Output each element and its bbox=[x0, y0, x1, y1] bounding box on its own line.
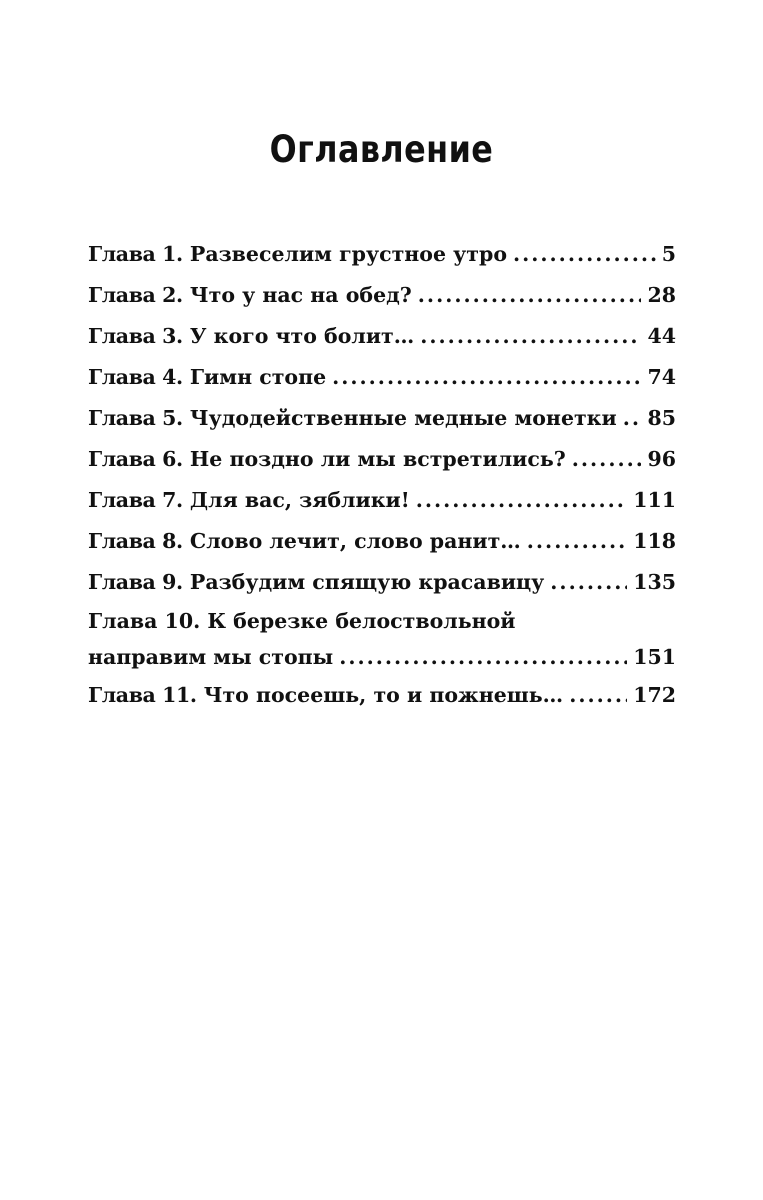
toc-entry-chapter-10[interactable] bbox=[88, 603, 676, 675]
page-number: 28 bbox=[647, 283, 676, 307]
chapter-number: Глава 1. bbox=[88, 242, 183, 266]
toc-entry-label bbox=[88, 675, 563, 716]
dot-leader bbox=[569, 675, 627, 716]
dot-leader bbox=[550, 562, 627, 603]
toc-entry-label bbox=[88, 398, 617, 439]
chapter-title: Не поздно ли мы встретились? bbox=[189, 447, 566, 471]
toc-entry-chapter-8[interactable] bbox=[88, 521, 676, 562]
page-number: 118 bbox=[633, 529, 676, 553]
toc-entry-chapter-4[interactable] bbox=[88, 357, 676, 398]
chapter-title-line-2: направим мы стопы bbox=[88, 645, 334, 669]
chapter-title: У кого что болит… bbox=[189, 324, 415, 348]
toc-entry-chapter-9[interactable] bbox=[88, 562, 676, 603]
dot-leader bbox=[527, 521, 627, 562]
chapter-number: Глава 6. bbox=[88, 447, 183, 471]
chapter-number: Глава 3. bbox=[88, 324, 183, 348]
page-number: 44 bbox=[647, 324, 676, 348]
dot-leader bbox=[513, 234, 656, 275]
toc-entry-chapter-7[interactable] bbox=[88, 480, 676, 521]
chapter-number: Глава 9. bbox=[88, 570, 183, 594]
page-number: 135 bbox=[633, 570, 676, 594]
page-number: 111 bbox=[633, 488, 676, 512]
chapter-title: Чудодейственные медные монетки bbox=[189, 406, 617, 430]
page-number: 5 bbox=[661, 242, 676, 266]
chapter-number: Глава 11. bbox=[88, 683, 197, 707]
dot-leader bbox=[418, 275, 642, 316]
page-number: 151 bbox=[633, 645, 676, 669]
chapter-title: Развеселим грустное утро bbox=[189, 242, 507, 266]
toc-entry-label bbox=[88, 562, 544, 603]
toc-entry-chapter-11[interactable] bbox=[88, 675, 676, 716]
dot-leader bbox=[332, 357, 641, 398]
page-number: 85 bbox=[647, 406, 676, 430]
dot-leader bbox=[339, 639, 627, 675]
toc-entry-chapter-2[interactable] bbox=[88, 275, 676, 316]
chapter-number: Глава 8. bbox=[88, 529, 183, 553]
toc-entry-label bbox=[88, 603, 676, 639]
toc-entry-chapter-5[interactable] bbox=[88, 398, 676, 439]
toc-entry-label bbox=[88, 439, 566, 480]
chapter-title: Что у нас на обед? bbox=[189, 283, 412, 307]
toc-entry-label bbox=[88, 357, 326, 398]
chapter-title: Гимн стопе bbox=[189, 365, 327, 389]
chapter-number: Глава 10. bbox=[88, 609, 201, 633]
toc-entry-chapter-3[interactable] bbox=[88, 316, 676, 357]
toc-entry-label bbox=[88, 316, 414, 357]
dot-leader bbox=[572, 439, 642, 480]
toc-entry-label bbox=[88, 234, 507, 275]
chapter-number: Глава 5. bbox=[88, 406, 183, 430]
chapter-number: Глава 2. bbox=[88, 283, 183, 307]
chapter-title: Для вас, зяблики! bbox=[189, 488, 410, 512]
chapter-title: Слово лечит, слово ранит… bbox=[189, 529, 521, 553]
toc-entry-chapter-6[interactable] bbox=[88, 439, 676, 480]
table-of-contents bbox=[88, 234, 676, 716]
dot-leader bbox=[623, 398, 642, 439]
chapter-title: Разбудим спящую красавицу bbox=[189, 570, 545, 594]
toc-entry-continuation bbox=[88, 639, 676, 675]
chapter-title-line-1: К березке белоствольной bbox=[207, 609, 516, 633]
page-number: 74 bbox=[647, 365, 676, 389]
page-number: 172 bbox=[633, 683, 676, 707]
chapter-title: Что посеешь, то и пожнешь… bbox=[203, 683, 564, 707]
toc-entry-label bbox=[88, 275, 412, 316]
toc-entry-label bbox=[88, 480, 410, 521]
dot-leader bbox=[416, 480, 627, 521]
toc-entry-chapter-1[interactable] bbox=[88, 234, 676, 275]
toc-entry-label bbox=[88, 521, 521, 562]
chapter-number: Глава 7. bbox=[88, 488, 183, 512]
chapter-number: Глава 4. bbox=[88, 365, 183, 389]
page-title: Оглавление bbox=[269, 128, 494, 171]
page-number: 96 bbox=[647, 447, 676, 471]
dot-leader bbox=[420, 316, 641, 357]
